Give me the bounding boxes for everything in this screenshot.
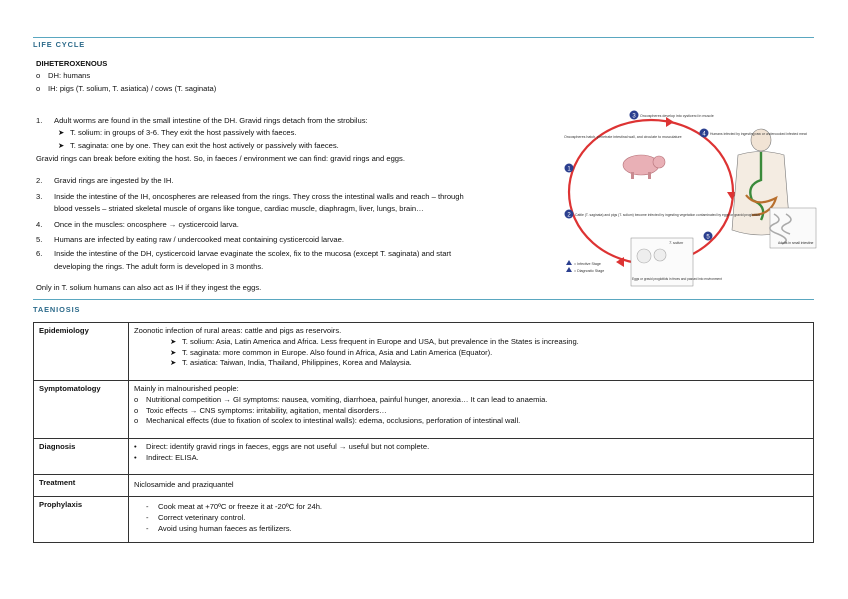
step-marker-number: 4 <box>702 131 706 138</box>
row-content <box>129 497 814 543</box>
circle-bullet-icon: o <box>134 405 139 415</box>
table-row-treatment <box>34 475 814 497</box>
step-4: 4. Once in the muscles: oncosphere → cysticercoid larva. <box>36 220 239 229</box>
epidemiology-intro: Zoonotic infection of rural areas: cattle and pigs as reservoirs. <box>134 326 342 335</box>
dash-bullet-icon: - <box>146 512 149 522</box>
row-content <box>129 475 814 497</box>
step-marker-number: 1 <box>567 166 571 173</box>
step-1-sub-a: ➤ T. solium: in groups of 3-6. They exit the host passively with faeces. <box>58 128 297 137</box>
diagnosis-bullet: • Indirect: ELISA. <box>134 452 199 462</box>
figure-label-cysticerci: Oncospheres develop into cysticerci in muscle <box>640 114 714 118</box>
row-label: Prophylaxis <box>34 497 129 543</box>
figure-label-eggs: Eggs or gravid proglottids in feces and passed into environment <box>632 277 722 281</box>
step-6: 6. Inside the intestine of the DH, cysticercoid larvae evaginate the scolex, fix to the mucosa (except T. saginata) and start <box>36 249 452 258</box>
section-header-taeniosis: TAENIOSIS <box>33 305 81 314</box>
infective-stage-icon <box>566 260 572 265</box>
dot-bullet-icon: • <box>134 452 137 462</box>
dot-bullet-icon: • <box>134 442 137 451</box>
step-1-sub-b: ➤ T. saginata: one by one. They can exit the host actively or passively with faeces. <box>58 141 339 150</box>
table-row-prophylaxis <box>34 497 814 543</box>
symptomatology-bullet: o Toxic effects → CNS symptoms: irritability, agitation, mental disorders… <box>134 405 387 415</box>
step-1: 1. Adult worms are found in the small intestine of the DH. Gravid rings detach from the strobilus: <box>36 116 368 125</box>
taeniosis-table <box>33 322 814 543</box>
arrow-bullet-icon: ➤ <box>170 336 177 346</box>
cycle-arrow-icon <box>666 117 674 127</box>
ih-item: o IH: pigs (T. solium, T. asiatica) / cows (T. saginata) <box>36 84 217 93</box>
arrow-bullet-icon: ➤ <box>170 358 177 368</box>
step-marker-number: 5 <box>706 234 710 241</box>
table-row-epidemiology <box>34 323 814 381</box>
arrow-bullet-icon: ➤ <box>58 141 65 150</box>
figure-label-cattle: Cattle (T. saginata) and pigs (T. solium) become infected by ingesting vegetation contaminated by eggs or gravid proglottids <box>575 213 761 217</box>
figure-species-label: T. solium <box>669 241 684 245</box>
prophylaxis-bullet: - Correct veterinary control. <box>146 512 246 522</box>
step-2: 2. Gravid rings are ingested by the IH. <box>36 176 174 185</box>
step-3: 3. Inside the intestine of the IH, oncospheres are released from the rings. They cross the intestinal walls and reach – through <box>36 192 464 201</box>
solium-ih-note: Only in T. solium humans can also act as IH if they ingest the eggs. <box>36 283 262 292</box>
step-marker-number: 2 <box>567 212 571 219</box>
circle-bullet-icon: o <box>134 416 139 426</box>
step-marker-number: 3 <box>632 113 636 120</box>
dh-item: o DH: humans <box>36 71 91 80</box>
legend-infective: = Infective Stage <box>574 262 601 266</box>
life-cycle-diagram <box>556 110 818 290</box>
epidemiology-bullet: ➤ T. solium: Asia, Latin America and Africa. Less frequent in Europe and USA, but prevalence in the States is increasing. <box>170 336 579 346</box>
gravid-note: Gravid rings can break before exiting the host. So, in faeces / environment we can find: gravid rings and eggs. <box>36 154 405 163</box>
symptomatology-bullet: o Mechanical effects (due to fixation of scolex to intestinal walls): edema, occlusions, perforation of intestinal wall. <box>134 416 521 426</box>
symptomatology-intro: Mainly in malnourished people: <box>134 384 239 393</box>
cycle-type-title: DIHETEROXENOUS <box>36 59 108 68</box>
figure-label-humans: Humans infected by ingesting raw or undercooked infected meat <box>710 132 807 136</box>
symptomatology-bullet: o Nutritional competition → GI symptoms: nausea, vomiting, diarrhoea, painful hunger, anorexia… It can lead to anaemia. <box>134 394 548 404</box>
row-content <box>129 323 814 381</box>
step-3-cont: blood vessels – striated skeletal muscle of organs like tongue, cardiac muscle, diaphragm, liver, lungs, brain… <box>54 204 424 213</box>
dash-bullet-icon: - <box>146 502 149 511</box>
taeniosis-rule <box>33 299 814 300</box>
dash-bullet-icon: - <box>146 523 149 533</box>
section-header-life-cycle: LIFE CYCLE <box>33 40 86 49</box>
pig-icon <box>623 155 665 179</box>
step-5: 5. Humans are infected by eating raw / undercooked meat containing cysticercoid larvae. <box>36 235 344 244</box>
treatment-text: Niclosamide and praziquantel <box>134 480 234 489</box>
row-label: Treatment <box>34 475 129 497</box>
row-label: Symptomatology <box>34 381 129 439</box>
figure-label-hatch: Oncospheres hatch, penetrate intestinal wall, and circulate to musculature <box>564 135 682 139</box>
table-row-symptomatology <box>34 381 814 439</box>
row-label: Epidemiology <box>34 323 129 381</box>
table-row-diagnosis <box>34 439 814 475</box>
step-6-cont: developing the rings. The adult form is developed in 3 months. <box>54 262 264 271</box>
figure-label-adults: Adults in small intestine <box>778 241 814 245</box>
top-rule <box>33 37 814 38</box>
row-content <box>129 381 814 439</box>
circle-bullet-icon: o <box>36 84 41 93</box>
circle-bullet-icon: o <box>134 394 139 404</box>
diagnostic-stage-icon <box>566 267 572 272</box>
epidemiology-bullet: ➤ T. saginata: more common in Europe. Also found in Africa, Asia and Latin America (Equator). <box>170 347 493 357</box>
row-label: Diagnosis <box>34 439 129 475</box>
arrow-bullet-icon: ➤ <box>58 128 65 137</box>
prophylaxis-bullet: - Avoid using human faeces as fertilizers. <box>146 523 292 533</box>
prophylaxis-bullet: - Cook meat at +70ºC or freeze it at -20ºC for 24h. <box>146 502 323 511</box>
legend-diagnostic: = Diagnostic Stage <box>574 269 605 273</box>
diagnosis-bullet: • Direct: identify gravid rings in faeces, eggs are not useful → useful but not complete. <box>134 442 430 451</box>
epidemiology-bullet: ➤ T. asiatica: Taiwan, India, Thailand, Philippines, Korea and Malaysia. <box>170 358 412 368</box>
arrow-bullet-icon: ➤ <box>170 347 177 357</box>
circle-bullet-icon: o <box>36 71 41 80</box>
row-content <box>129 439 814 475</box>
